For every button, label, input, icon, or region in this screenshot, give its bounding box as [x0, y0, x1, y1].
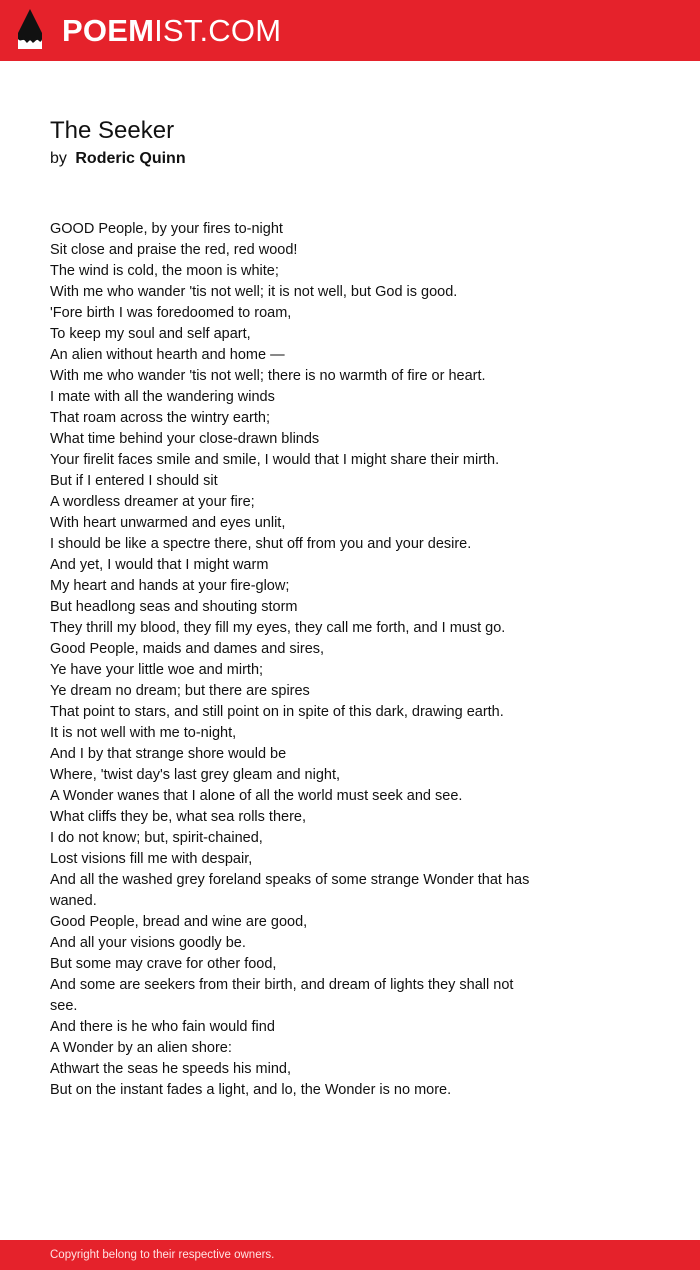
logo-bold-text: POEM: [62, 13, 155, 48]
poem-line: I mate with all the wandering winds: [50, 389, 275, 405]
poem-line: A Wonder by an alien shore:: [50, 1040, 232, 1056]
pencil-logo-icon[interactable]: [17, 9, 43, 51]
poem-line: 'Fore birth I was foredoomed to roam,: [50, 305, 292, 321]
by-label: by: [50, 150, 67, 167]
poem-line: The wind is cold, the moon is white;: [50, 263, 279, 279]
poem-line: It is not well with me to-night,: [50, 725, 237, 741]
poem-line: And there is he who fain would find: [50, 1019, 275, 1035]
poem-line: What cliffs they be, what sea rolls there,: [50, 809, 307, 825]
poem-line: That roam across the wintry earth;: [50, 410, 270, 426]
poem-line: A wordless dreamer at your fire;: [50, 494, 255, 510]
copyright-text: Copyright belong to their respective owners.: [50, 1249, 275, 1261]
poem-author: Roderic Quinn: [75, 150, 186, 167]
poem-title: The Seeker: [50, 117, 175, 144]
poem-line: But some may crave for other food,: [50, 956, 277, 972]
poem-line: With heart unwarmed and eyes unlit,: [50, 515, 286, 531]
poem-line: And all the washed grey foreland speaks of some strange Wonder that has waned.: [50, 872, 530, 909]
poem-line: Ye dream no dream; but there are spires: [50, 683, 310, 699]
poem-line: With me who wander 'tis not well; it is not well, but God is good.: [50, 284, 458, 300]
poem-line: And I by that strange shore would be: [50, 746, 287, 762]
poem-line: Where, 'twist day's last grey gleam and night,: [50, 767, 341, 783]
poem-line: But on the instant fades a light, and lo, the Wonder is no more.: [50, 1082, 452, 1098]
poem-line: That point to stars, and still point on in spite of this dark, drawing earth.: [50, 704, 504, 720]
poem-line: My heart and hands at your fire-glow;: [50, 578, 290, 594]
poem-line: Good People, bread and wine are good,: [50, 914, 308, 930]
poem-line: I do not know; but, spirit-chained,: [50, 830, 263, 846]
poem-line: Athwart the seas he speeds his mind,: [50, 1061, 291, 1077]
poem-byline: [50, 148, 186, 170]
poem-line: But if I entered I should sit: [50, 473, 218, 489]
site-header: [0, 0, 700, 61]
poem-line: Sit close and praise the red, red wood!: [50, 242, 298, 258]
poem-line: And yet, I would that I might warm: [50, 557, 269, 573]
poem-line: To keep my soul and self apart,: [50, 326, 251, 342]
poem-line: What time behind your close-drawn blinds: [50, 431, 320, 447]
poem-line: An alien without hearth and home —: [50, 347, 285, 363]
poem-line: I should be like a spectre there, shut off from you and your desire.: [50, 536, 472, 552]
poem-line: And all your visions goodly be.: [50, 935, 246, 951]
site-logo-wordmark[interactable]: [62, 13, 281, 49]
poem-line: GOOD People, by your fires to-night: [50, 221, 283, 237]
poem-body: [50, 219, 540, 1101]
poem-line: But headlong seas and shouting storm: [50, 599, 298, 615]
poem-line: And some are seekers from their birth, and dream of lights they shall not see.: [50, 977, 514, 1014]
site-footer: [0, 1240, 700, 1270]
logo-light-text: IST.COM: [154, 13, 282, 48]
poem-line: They thrill my blood, they fill my eyes, they call me forth, and I must go.: [50, 620, 506, 636]
poem-line: Your firelit faces smile and smile, I would that I might share their mirth.: [50, 452, 500, 468]
poem-line: With me who wander 'tis not well; there is no warmth of fire or heart.: [50, 368, 486, 384]
poem-line: Lost visions fill me with despair,: [50, 851, 253, 867]
poem-line: A Wonder wanes that I alone of all the world must seek and see.: [50, 788, 463, 804]
poem-line: Ye have your little woe and mirth;: [50, 662, 264, 678]
poem-line: Good People, maids and dames and sires,: [50, 641, 325, 657]
